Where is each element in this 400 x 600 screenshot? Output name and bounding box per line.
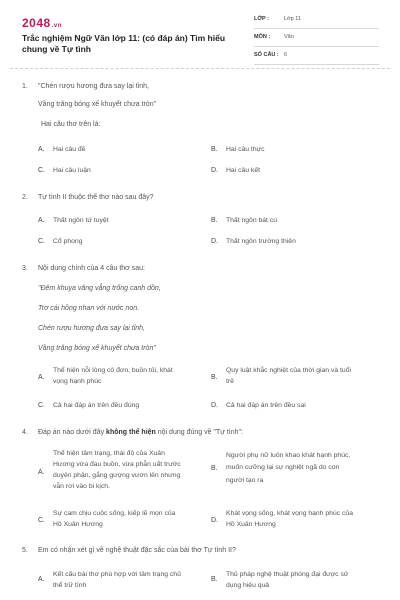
option-text: Cả hai đáp án trên đều sai — [226, 402, 306, 409]
option-label: B. — [211, 146, 218, 153]
option-label: A. — [38, 217, 45, 224]
option-text-line: Sự cam chịu cuộc sống, kiếp lẽ mọn của — [53, 510, 176, 517]
option-text: Thất ngôn tứ tuyệt — [53, 217, 109, 224]
option-label: A. — [38, 576, 45, 583]
header-divider — [10, 68, 390, 69]
option-text-line: trẻ — [226, 378, 234, 385]
meta-label: LỚP : — [254, 16, 269, 22]
poem-line: Vầng trăng bóng xế khuyết chưa tròn" — [38, 345, 156, 352]
option-label: C. — [38, 517, 45, 524]
option-text-line: vọng hạnh phúc — [53, 378, 102, 385]
question-prompt: Hai câu thơ trên là: — [41, 121, 101, 128]
question-number: 4. — [22, 429, 28, 436]
option-text-line: muốn cưỡng lại sự nghiệt ngã do con — [226, 464, 340, 471]
option-label: B. — [211, 576, 218, 583]
meta-row-count — [254, 50, 379, 65]
header — [0, 0, 400, 64]
option-label: D. — [211, 238, 218, 245]
option-text-line: Quy luật khắc nghiệt của thời gian và tuổi — [226, 367, 351, 374]
option-text-line: duyên phận, gắng gượng vươn lên nhưng — [53, 472, 181, 479]
option-text-line: Khát vọng sống, khát vọng hạnh phúc của — [226, 510, 353, 517]
option-label: D. — [211, 167, 218, 174]
option-label: A. — [38, 146, 45, 153]
question-text: Nội dung chính của 4 câu thơ sau: — [38, 265, 145, 272]
poem-line: "Đêm khuya văng vẳng trống canh dồn, — [38, 285, 161, 292]
question-number: 2. — [22, 194, 28, 201]
question-text: Em có nhận xét gì về nghệ thuật đặc sắc của bài thơ Tự tình II? — [38, 547, 236, 554]
question-text-part: Đáp án nào dưới đây — [38, 429, 107, 436]
question-text — [38, 429, 243, 436]
logo-text: 2048 — [22, 16, 51, 30]
site-logo[interactable] — [22, 16, 62, 30]
option-text: Thất ngôn bát cú — [226, 217, 278, 224]
option-label: A. — [38, 469, 45, 476]
option-label: C. — [38, 238, 45, 245]
question-number: 5. — [22, 547, 28, 554]
option-label: D. — [211, 517, 218, 524]
option-text-line: Người phụ nữ luôn khao khát hạnh phúc, — [226, 452, 351, 459]
option-text-line: Thể hiện tâm trạng, thái độ của Xuân — [53, 450, 165, 457]
meta-value: Lớp 11 — [284, 16, 301, 22]
page-title: Trắc nghiệm Ngữ Văn lớp 11: (có đáp án) Tìm hiểu chung về Tự tình — [22, 33, 226, 54]
option-text-line: Hồ Xuân Hương — [53, 521, 103, 528]
quiz-meta — [254, 14, 379, 68]
question-number: 1. — [22, 83, 28, 90]
option-text-line: dụng hiệu quả — [226, 582, 270, 589]
option-text-line: Hương vừa đau buồn, vừa phẫn uất trước — [53, 461, 181, 468]
question-text-part: nội dung đúng về "Tự tình": — [155, 429, 243, 436]
option-text-line: vẫn rơi vào bi kịch. — [53, 483, 110, 490]
option-text-line: Hồ Xuân Hương — [226, 521, 276, 528]
option-text: Hai câu kết — [226, 167, 261, 174]
meta-label: SỐ CÂU : — [254, 52, 279, 58]
option-text: Hai câu luận — [53, 167, 91, 174]
option-text-line: Thủ pháp nghệ thuật phóng đại được sử — [226, 571, 349, 578]
option-label: C. — [38, 167, 45, 174]
poem-line: Trơ cái hồng nhan với nước non. — [38, 305, 140, 312]
option-text: Cả hai đáp án trên đều đúng — [53, 402, 140, 409]
option-label: B. — [211, 217, 218, 224]
meta-value: Văn — [284, 34, 294, 40]
option-label: C. — [38, 402, 45, 409]
meta-value: 6 — [284, 52, 288, 58]
option-text-line: thể trữ tình — [53, 582, 87, 589]
question-number: 3. — [22, 265, 28, 272]
option-text-line: Kết cấu bài thơ phù hợp với tâm trạng chủ — [53, 571, 181, 578]
option-label: A. — [38, 374, 45, 381]
logo-suffix: .vn — [51, 23, 62, 29]
option-label: D. — [211, 402, 218, 409]
option-text: Hai câu đề — [53, 146, 86, 153]
meta-label: MÔN : — [254, 34, 271, 40]
option-text: Cổ phong — [53, 238, 83, 245]
question-line: "Chén rượu hương đưa say lại tỉnh, — [38, 83, 149, 90]
option-label: B. — [211, 374, 218, 381]
meta-row-class — [254, 14, 379, 29]
meta-row-subject — [254, 32, 379, 47]
option-text-line: Thể hiện nỗi lòng cô đơn, buồn tủi, khát — [53, 367, 173, 374]
question-line: Vầng trăng bóng xế khuyết chưa tròn" — [38, 101, 157, 108]
option-label: B. — [211, 465, 218, 472]
question-emphasis: không thể hiện — [106, 429, 156, 436]
option-text-line: người tạo ra — [226, 477, 264, 484]
option-text: Hai câu thực — [226, 146, 265, 153]
option-text: Thất ngôn trường thiên — [226, 238, 296, 245]
question-text: Tự tình II thuộc thể thơ nào sau đây? — [38, 194, 154, 201]
poem-line: Chén rượu hương đưa say lại tỉnh, — [38, 325, 145, 332]
